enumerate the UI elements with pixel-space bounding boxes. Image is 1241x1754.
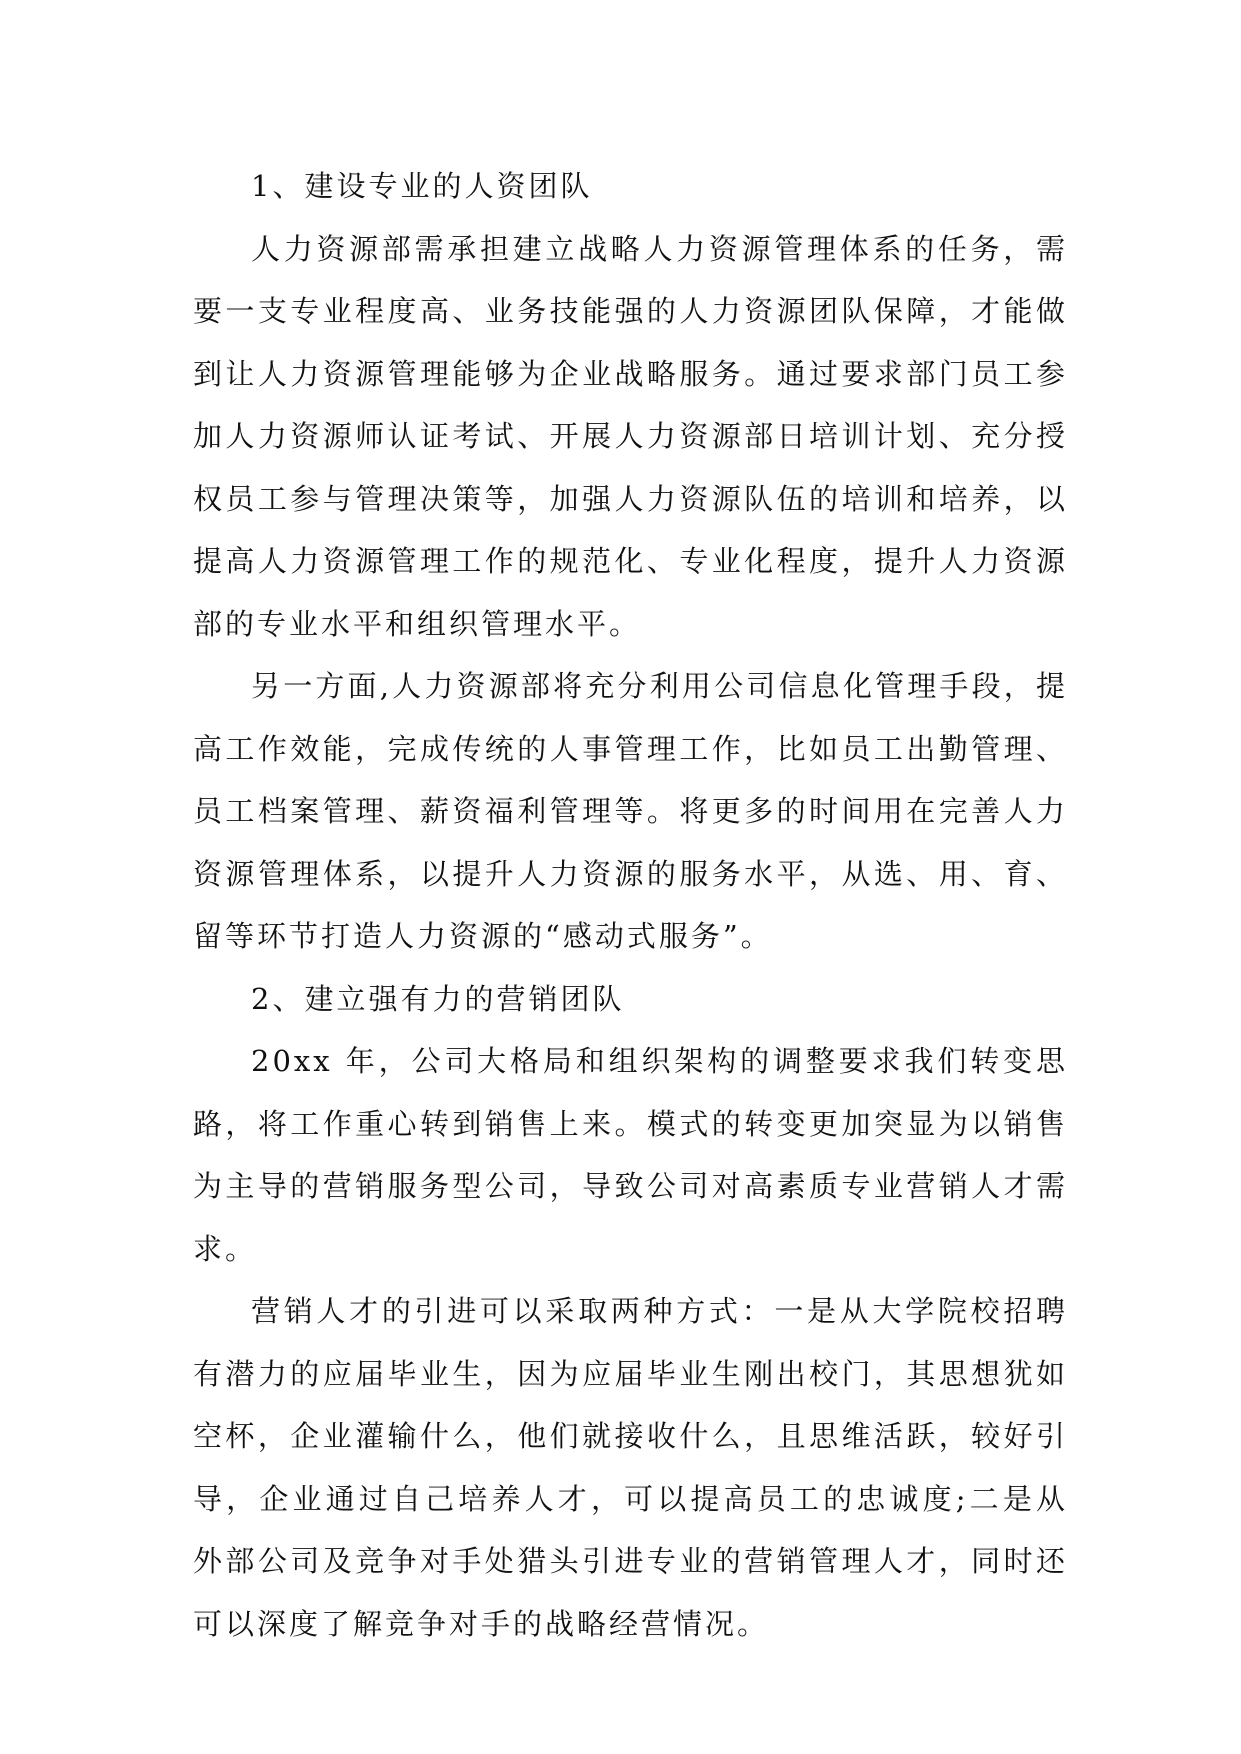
section-heading-1: 1、建设专业的人资团队 [251, 169, 593, 203]
paragraph-hr-informatization: 另一方面,人力资源部将充分利用公司信息化管理手段，提高工作效能，完成传统的人事管理工作，比如员工出勤管理、员工档案管理、薪资福利管理等。将更多的时间用在完善人力资源管理体系，以提升人力资源的服务水平，从选、用、育、留等环节打造人力资源的“感动式服务”。 [193, 669, 1068, 953]
paragraph-sales-recruiting: 营销人才的引进可以采取两种方式：一是从大学院校招聘有潜力的应届毕业生，因为应届毕业生刚出校门，其思想犹如空杯，企业灌输什么，他们就接收什么，且思维活跃，较好引导，企业通过自己培养人才，可以提高员工的忠诚度;二是从外部公司及竞争对手处猎头引进专业的营销管理人才，同时还可以深度了解竞争对手的战略经营情况。 [193, 1294, 1068, 1641]
document-body [193, 155, 1068, 1655]
section-heading-2: 2、建立强有力的营销团队 [251, 981, 625, 1016]
paragraph-hr-team: 人力资源部需承担建立战略人力资源管理体系的任务，需要一支专业程度高、业务技能强的人力资源团队保障，才能做到让人力资源管理能够为企业战略服务。通过要求部门员工参加人力资源师认证考试、开展人力资源部日培训计划、充分授权员工参与管理决策等，加强人力资源队伍的培训和培养，以提高人力资源管理工作的规范化、专业化程度，提升人力资源部的专业水平和组织管理水平。 [193, 231, 1068, 641]
paragraph-sales-restructure: 20xx 年，公司大格局和组织架构的调整要求我们转变思路，将工作重心转到销售上来。模式的转变更加突显为以销售为主导的营销服务型公司，导致公司对高素质专业营销人才需求。 [193, 1044, 1068, 1266]
